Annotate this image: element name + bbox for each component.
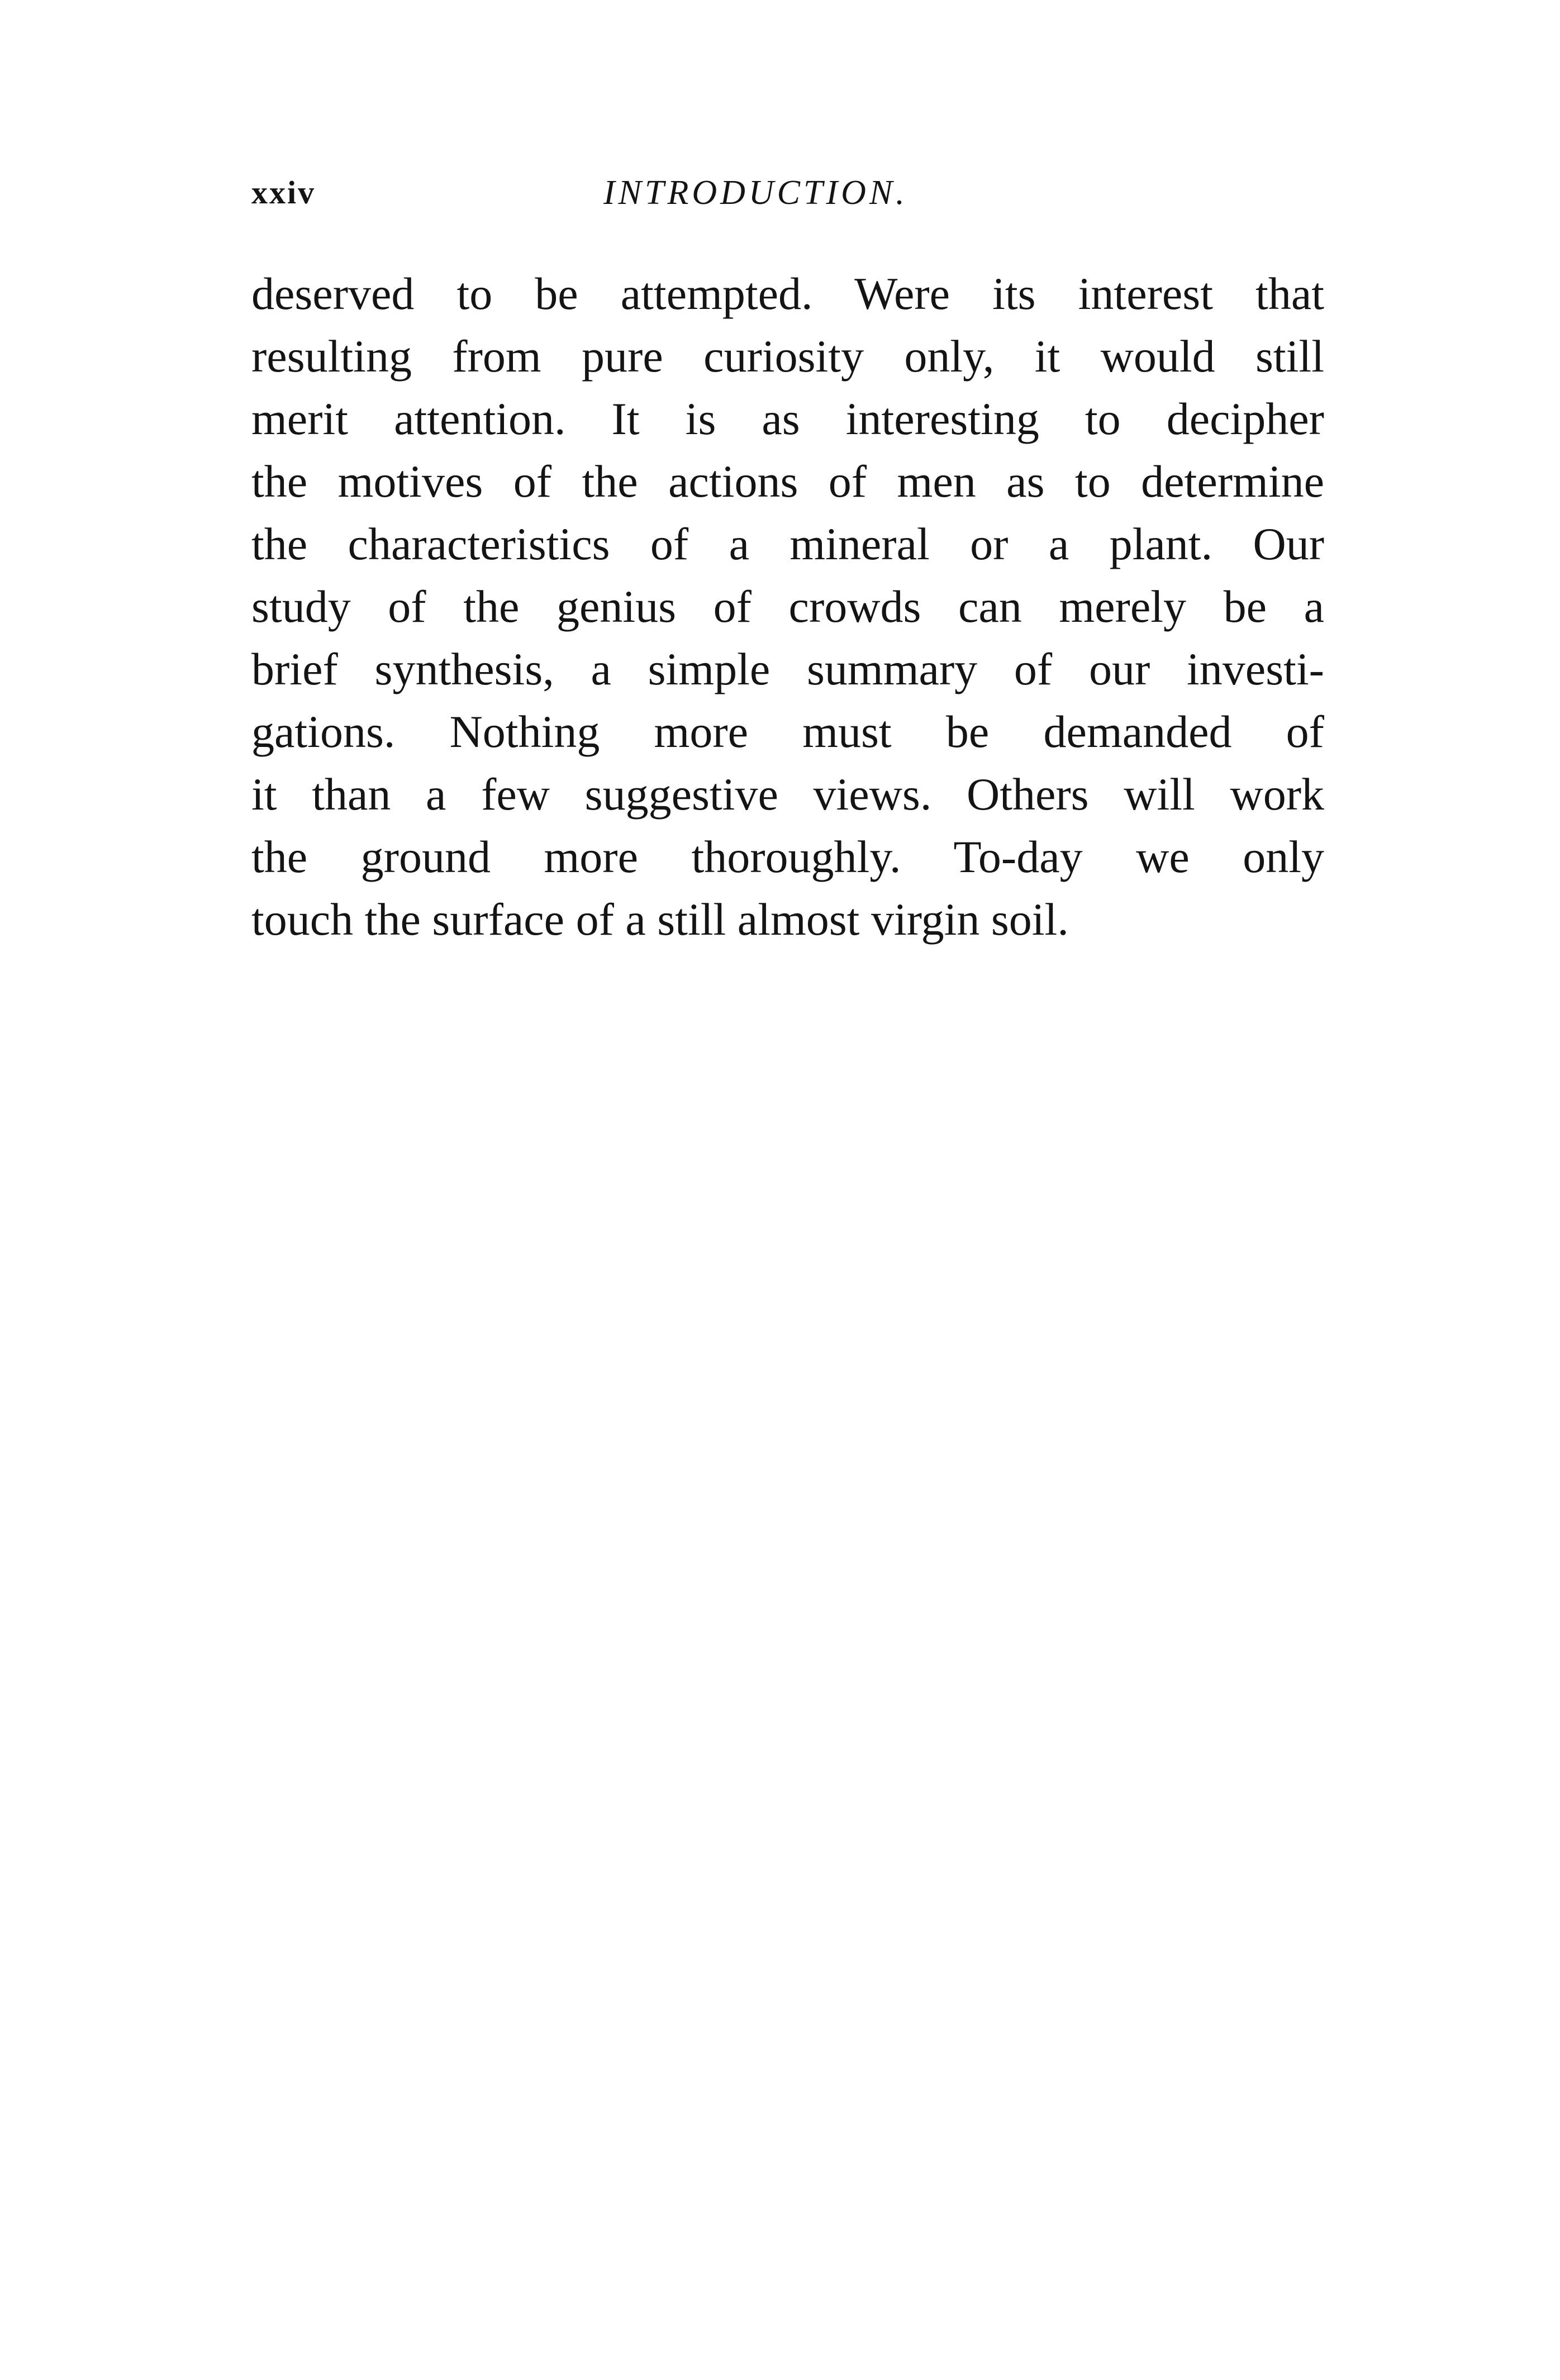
body-paragraph bbox=[251, 263, 1324, 951]
text-line: merit attention. It is as interesting to decipher bbox=[251, 393, 1324, 444]
page-number: xxiv bbox=[251, 174, 316, 211]
running-title: INTRODUCTION. bbox=[603, 174, 908, 212]
text-line: the ground more thoroughly. To-day we only bbox=[251, 831, 1324, 882]
text-line: resulting from pure curiosity only, it would still bbox=[251, 331, 1324, 382]
running-head bbox=[251, 168, 1324, 218]
text-line: brief synthesis, a simple summary of our investi- bbox=[251, 644, 1324, 694]
text-line: gations. Nothing more must be demanded of bbox=[251, 706, 1324, 757]
text-line: deserved to be attempted. Were its interest that bbox=[251, 268, 1324, 319]
text-line: touch the surface of a still almost virgin soil. bbox=[251, 894, 1069, 945]
text-line: the characteristics of a mineral or a plant. Our bbox=[251, 518, 1324, 569]
text-line: it than a few suggestive views. Others will work bbox=[251, 769, 1324, 820]
text-line: study of the genius of crowds can merely be a bbox=[251, 581, 1324, 632]
text-line: the motives of the actions of men as to determine bbox=[251, 456, 1324, 507]
